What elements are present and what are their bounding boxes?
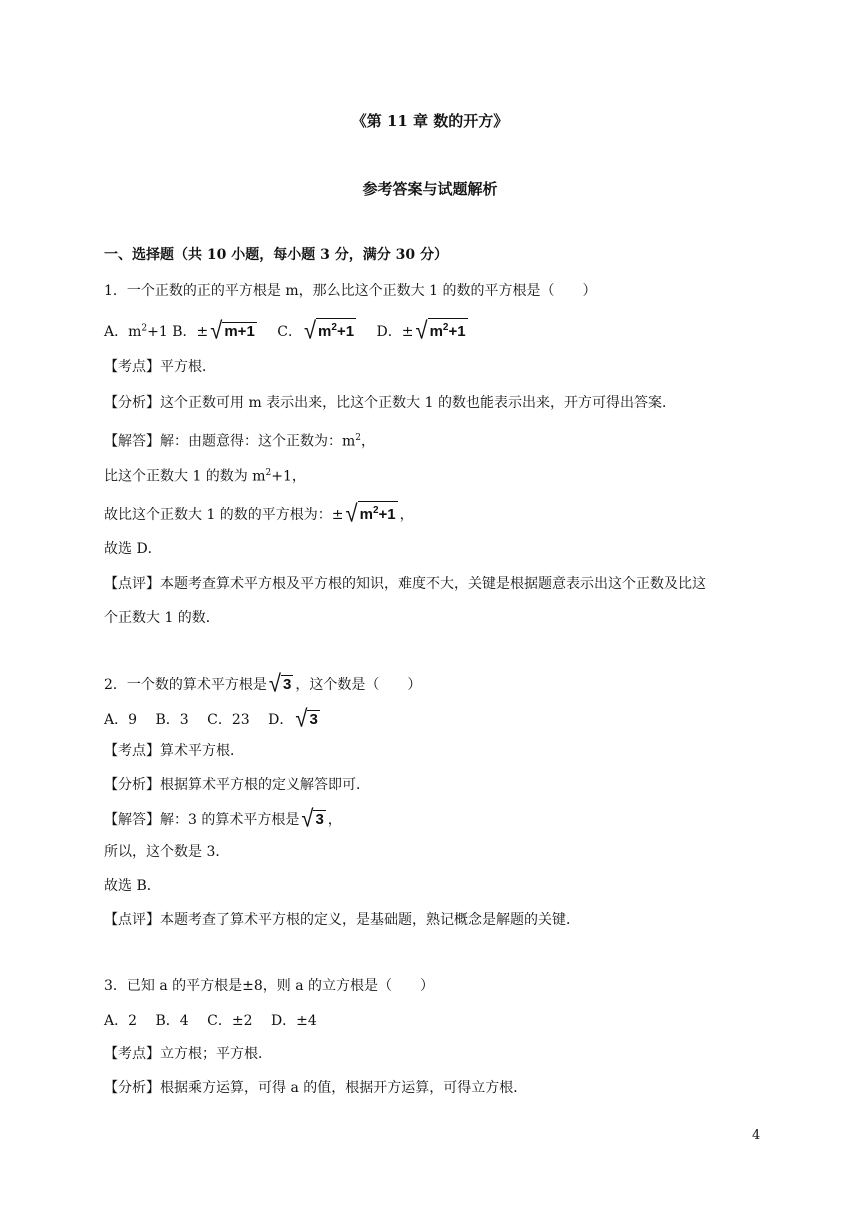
q2-opt-b: B．3 [155,712,189,728]
dianping-text: 本题考查了算术平方根的定义，是基础题，熟记概念是解题的关键． [160,912,580,928]
line3-tail: +1 [378,506,396,523]
q2-fenxi [104,775,370,795]
q2-stem [104,669,422,698]
q2-opt-d-label: D． [268,712,294,728]
q2-options [104,704,322,733]
q1-opt-d-label: D．± [376,324,414,340]
q3-fenxi [104,1078,527,1098]
fenxi-text: 这个正数可用 m 表示出来，比这个正数大 1 的数也能表示出来，开方可得出答案． [160,395,676,411]
q2-opt-a: A．9 [104,712,138,728]
kaodian-tag: 【考点】 [104,359,160,375]
q1-opt-a-exp: 2 [141,323,148,334]
q1-opt-d-base: m [429,323,443,340]
fenxi-tag: 【分析】 [104,777,160,793]
q1-opt-c-tail: +1 [336,323,355,340]
q1-choice: 故选 D． [104,541,162,557]
q1-options [104,316,470,345]
q2-jieda [104,804,342,833]
dianping-text: 本题考查算术平方根及平方根的知识，难度不大，关键是根据题意表示出这个正数及比这 [160,576,706,592]
jieda-text: 解：由题意得：这个正数为：m [160,433,356,450]
jieda-exp: 2 [355,433,362,443]
section-heading: 一、选择题（共 10 小题，每小题 3 分，满分 30 分） [104,247,448,263]
q2-stem-pre: 2．一个数的算术平方根是 [104,677,267,693]
q1-jieda-line3 [104,499,414,528]
jieda-tail: ， [361,433,376,450]
q1-fenxi [104,393,676,413]
sqrt-symbol: √ $m^2+1$ [345,499,396,528]
jieda-tag: 【解答】 [104,433,160,450]
q1-jieda [104,428,375,452]
q2-kaodian [104,741,244,761]
q1-opt-a-tail: +1 [147,324,168,340]
sqrt-symbol: √ 3 [301,804,324,833]
q3-opt-c: C．±2 [207,1013,253,1029]
q3-opt-b: B．4 [155,1013,189,1029]
q1-opt-c-base: m [318,323,332,340]
dianping-tag: 【点评】 [104,576,160,592]
sqrt-symbol: √ $m^2+1$ [303,316,355,345]
fenxi-text: 根据算术平方根的定义解答即可． [160,777,370,793]
q1-opt-a-label: A． [104,324,129,340]
q3-kaodian [104,1044,272,1064]
q1-opt-d-tail: +1 [448,323,466,340]
q1-kaodian [104,357,216,377]
fenxi-text: 根据乘方运算，可得 a 的值，根据开方运算，可得立方根． [160,1080,528,1096]
jieda-pre: 解：3 的算术平方根是 [160,812,300,828]
document-title: 《第 11 章 数的开方》 [351,112,509,130]
line2-pre: 比这个正数大 1 的数为 m [104,468,266,485]
q1-stem: 1．一个正数的正的平方根是 m，那么比这个正数大 1 的数的平方根是（ ） [104,283,597,299]
jieda-post: ， [327,812,342,828]
kaodian-text: 算术平方根． [160,743,244,759]
q3-opt-a: A．2 [104,1013,138,1029]
q2-stem-post: ，这个数是（ ） [295,677,422,693]
line2-tail: +1， [271,468,306,485]
sqrt-symbol: √ m+1 [210,316,255,345]
line3-end: ， [399,507,414,523]
fenxi-tag: 【分析】 [104,395,160,411]
kaodian-tag: 【考点】 [104,743,160,759]
q1-opt-b-radicand: m+1 [224,323,255,340]
q1-opt-c-label: C． [277,324,302,340]
sqrt-symbol: √ $m^2+1$ [415,316,466,345]
q3-options [104,1011,317,1031]
q1-opt-b-label: B．± [172,324,209,340]
document-subtitle: 参考答案与试题解析 [362,180,498,198]
page-number: 4 [752,1128,761,1143]
jieda-tag: 【解答】 [104,812,160,828]
q3-opt-d: D．±4 [270,1013,317,1029]
q2-jieda-line2: 所以，这个数是 3． [104,844,230,860]
q1-opt-a-base: m [128,324,142,340]
q1-opt-d-exp: 2 [442,322,449,333]
sqrt-symbol: √ 3 [295,704,318,733]
q1-jieda-line2 [104,463,306,487]
kaodian-text: 立方根；平方根． [160,1046,272,1062]
line2-exp: 2 [265,468,272,478]
q1-dianping-cont: 个正数大 1 的数． [104,610,220,626]
q2-choice: 故选 B． [104,878,161,894]
sqrt-symbol: √ 3 [268,669,292,698]
kaodian-text: 平方根． [160,359,216,375]
fenxi-tag: 【分析】 [104,1080,160,1096]
line3-pre: 故比这个正数大 1 的数的平方根为：± [104,507,344,523]
kaodian-tag: 【考点】 [104,1046,160,1062]
q2-dianping [104,910,580,930]
q1-opt-c-exp: 2 [331,322,337,333]
q2-stem-radicand: 3 [283,676,292,693]
q3-stem: 3．已知 a 的平方根是±8，则 a 的立方根是（ ） [104,978,435,994]
line3-base: m [359,506,373,523]
q1-dianping [104,574,706,594]
line3-exp: 2 [372,505,379,516]
q2-opt-d-radicand: 3 [309,711,318,728]
jieda-radicand: 3 [315,811,324,828]
q2-opt-c: C．23 [207,712,250,728]
dianping-tag: 【点评】 [104,912,160,928]
